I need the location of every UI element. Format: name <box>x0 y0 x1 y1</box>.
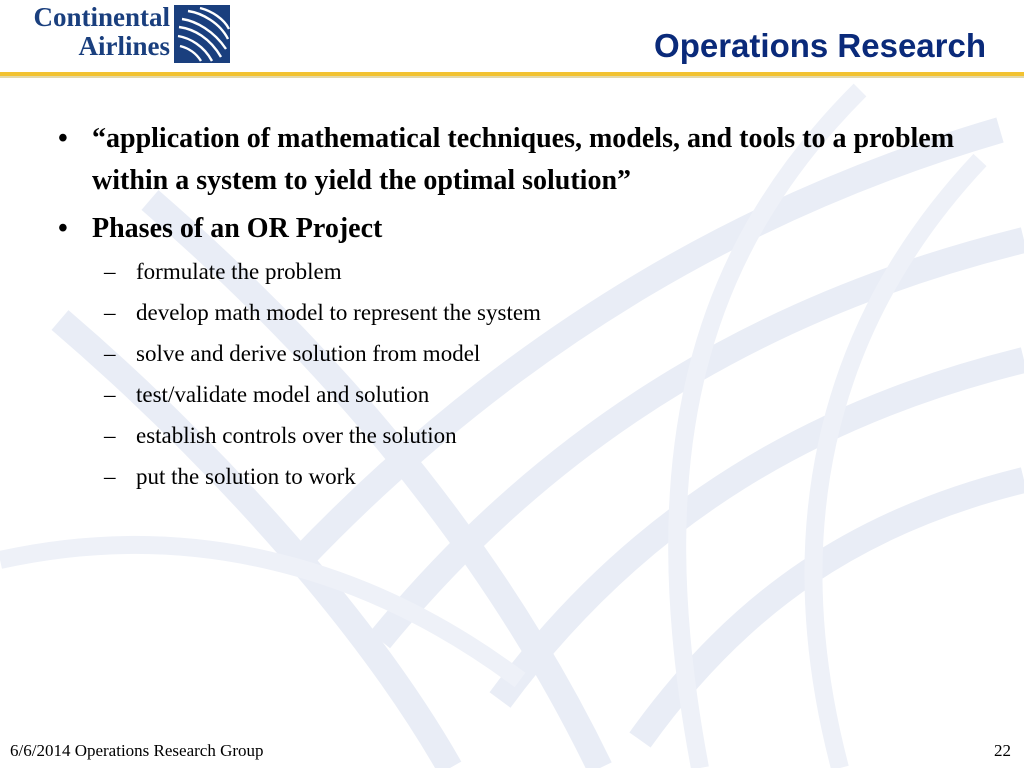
phase-item <box>104 421 457 451</box>
bullet-marker: • <box>58 123 68 154</box>
dash-marker: – <box>104 259 116 284</box>
logo-line-1: Continental <box>33 2 170 32</box>
phases-heading-bullet: Phases of an OR Project <box>92 213 383 244</box>
phase-item <box>104 380 429 410</box>
dash-marker: – <box>104 341 116 366</box>
dash-marker: – <box>104 382 116 407</box>
page-number: 22 <box>994 741 1011 760</box>
phase-item <box>104 339 480 369</box>
phase-text: develop math model to represent the system <box>136 300 541 325</box>
phase-item <box>104 462 356 492</box>
phase-item <box>104 257 342 287</box>
dash-marker: – <box>104 423 116 448</box>
phase-text: test/validate model and solution <box>136 382 430 407</box>
bullet-marker: • <box>58 213 68 244</box>
phase-text: formulate the problem <box>136 259 342 284</box>
phase-text: solve and derive solution from model <box>136 341 481 366</box>
phase-text: put the solution to work <box>136 464 356 489</box>
phase-item <box>104 298 541 328</box>
logo-line-2: Airlines <box>78 31 170 61</box>
dash-marker: – <box>104 464 116 489</box>
phase-text: establish controls over the solution <box>136 423 457 448</box>
slide-title: Operations Research <box>654 27 986 64</box>
footer-date-org: 6/6/2014 Operations Research Group <box>10 741 264 760</box>
definition-bullet: “application of mathematical techniques, models, and tools to a problem within a system to yield the optimal solution” <box>92 123 955 196</box>
dash-marker: – <box>104 300 116 325</box>
